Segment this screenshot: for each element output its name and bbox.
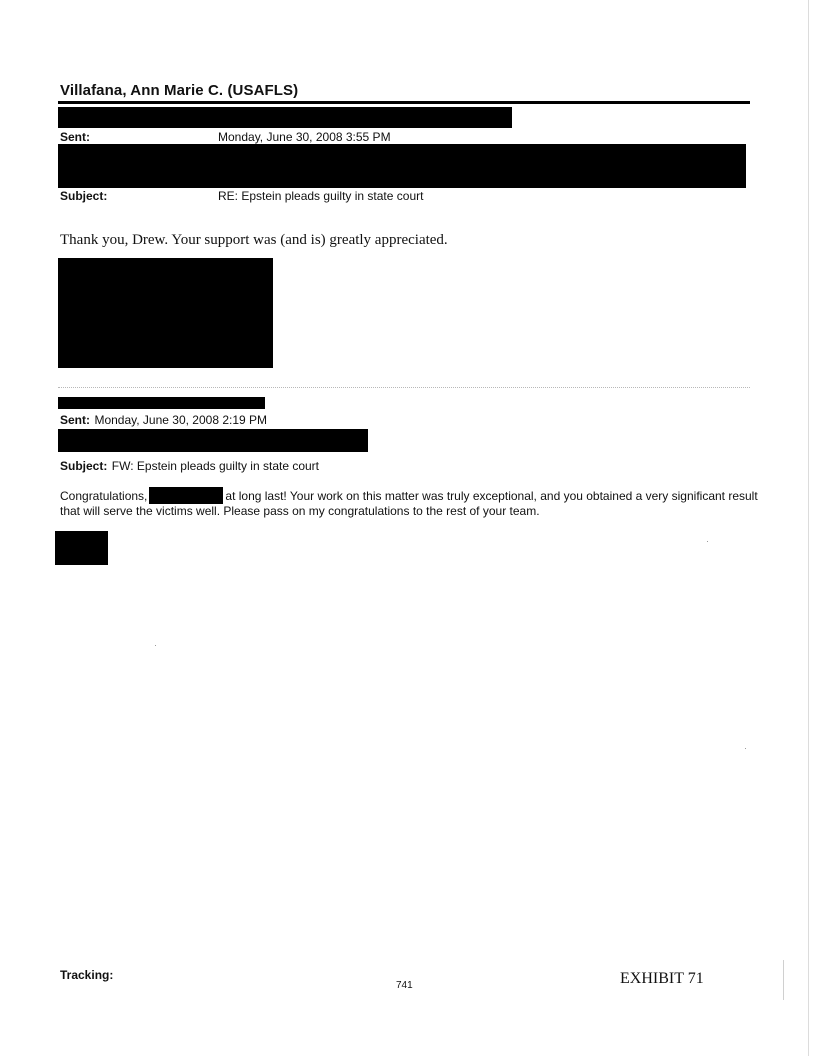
forwarded-subject-label: Subject: bbox=[60, 459, 108, 473]
scan-speck bbox=[783, 960, 784, 1000]
redaction-block bbox=[58, 258, 273, 368]
message-separator bbox=[58, 387, 750, 388]
scan-speck bbox=[155, 645, 156, 646]
forwarded-body bbox=[60, 487, 760, 519]
subject-value: RE: Epstein pleads guilty in state court bbox=[218, 189, 424, 203]
sent-label: Sent: bbox=[60, 130, 90, 144]
redaction-block bbox=[58, 107, 512, 128]
sender-name: Villafana, Ann Marie C. (USAFLS) bbox=[60, 82, 299, 99]
tracking-label: Tracking: bbox=[60, 968, 114, 982]
subject-label: Subject: bbox=[60, 189, 108, 203]
scan-edge-line bbox=[808, 0, 809, 1056]
forwarded-subject-value: FW: Epstein pleads guilty in state court bbox=[111, 459, 320, 473]
redaction-block bbox=[58, 397, 265, 409]
redaction-block bbox=[55, 531, 108, 565]
page-number: 741 bbox=[396, 980, 413, 991]
redaction-block bbox=[58, 144, 746, 188]
forwarded-subject-line bbox=[60, 457, 319, 475]
redaction-block bbox=[58, 429, 368, 452]
scan-speck bbox=[707, 541, 708, 542]
scan-speck bbox=[745, 748, 746, 749]
sent-value: Monday, June 30, 2008 3:55 PM bbox=[218, 130, 391, 144]
forwarded-sent-value: Monday, June 30, 2008 2:19 PM bbox=[94, 413, 268, 427]
forwarded-sent-line bbox=[60, 411, 267, 429]
forwarded-body-part1: Congratulations, bbox=[60, 489, 148, 503]
forwarded-body-part2: at long last! Your work on this matter was truly exceptional, and you obtained a very significant result that will serve the victims well. Please pass on my congratulations to the rest of your team. bbox=[60, 489, 758, 518]
redaction-block bbox=[149, 487, 223, 504]
exhibit-label: EXHIBIT 71 bbox=[620, 970, 704, 987]
email-body: Thank you, Drew. Your support was (and is) greatly appreciated. bbox=[60, 232, 448, 248]
sender-divider bbox=[58, 101, 750, 104]
forwarded-sent-label: Sent: bbox=[60, 413, 90, 427]
